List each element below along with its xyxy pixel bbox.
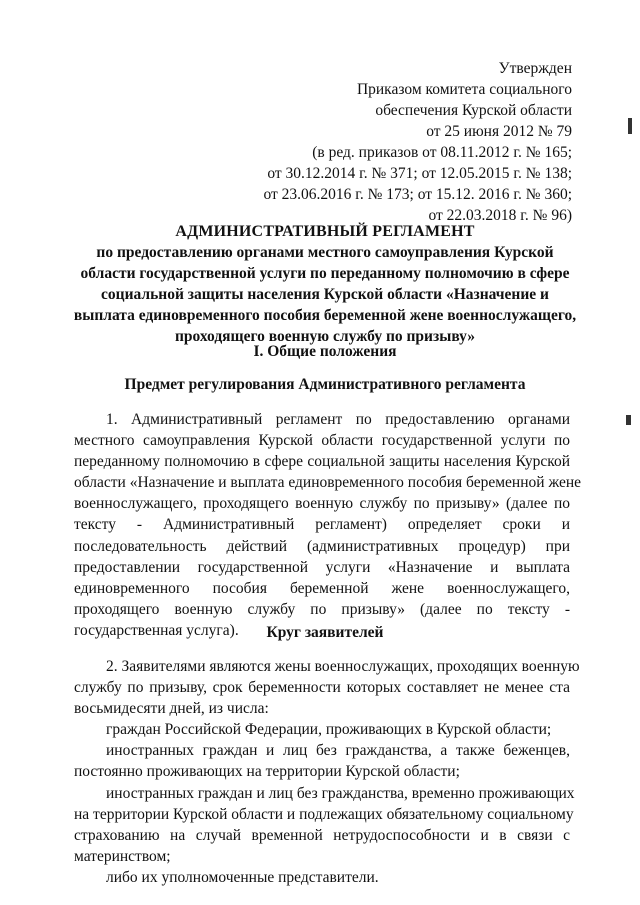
paragraph-line: военнослужащего, проходящего военную службу по призыву» (далее по xyxy=(74,495,570,513)
subject-heading: Предмет регулирования Административного регламента xyxy=(124,376,526,393)
approval-line: от 25 июня 2012 № 79 xyxy=(426,123,572,140)
approval-block xyxy=(263,58,572,226)
approval-line: от 22.03.2018 г. № 96) xyxy=(428,207,572,224)
paragraph-line: единовременного пособия беременной жене военнослужащего, xyxy=(74,579,570,597)
section-heading-general: I. Общие положения xyxy=(253,343,397,360)
list-item-foreign-temporary: иностранных граждан и лиц без гражданства, временно проживающих xyxy=(106,784,575,802)
paragraph-line: последовательность действий (административных процедур) при xyxy=(74,537,570,555)
paragraph-line: 1. Административный регламент по предоставлению органами xyxy=(106,411,570,428)
title-subline: проходящего военную службу по призыву» xyxy=(174,328,476,345)
title-subline: по предоставлению органами местного самоуправления Курской xyxy=(96,244,554,261)
list-item-foreign-permanent: иностранных граждан и лиц без гражданства, а также беженцев, xyxy=(106,742,570,760)
title-subline: выплата единовременного пособия беременной жене военнослужащего, xyxy=(73,307,577,324)
paragraph-line: области «Назначение и выплата единовременного пособия беременной жене xyxy=(74,474,582,492)
approval-line: (в ред. приказов от 08.11.2012 г. № 165; xyxy=(312,144,572,161)
paragraph-line: службу по призыву, срок беременности которых составляет не менее ста xyxy=(74,679,570,697)
paragraph-line: государственная услуга). xyxy=(74,621,239,639)
paragraph-1 xyxy=(74,409,582,641)
paragraph-2 xyxy=(74,656,580,888)
list-item-foreign-temporary-cont: на территории Курской области и подлежащих обязательному социальному xyxy=(74,805,574,823)
approval-line: Утвержден xyxy=(498,60,572,77)
paragraph-line: восьмидесяти дней, из числа: xyxy=(74,700,269,718)
approval-line: от 23.06.2016 г. № 173; от 15.12. 2016 г. № 360; xyxy=(263,186,572,203)
document-title xyxy=(60,221,590,347)
paragraph-line: проходящего военную службу по призыву» (далее по тексту - xyxy=(74,600,570,618)
approval-line: обеспечения Курской области xyxy=(375,102,572,119)
list-item-foreign-permanent-cont: постоянно проживающих на территории Курской области; xyxy=(74,763,460,781)
paragraph-line: тексту - Административный регламент) определяет сроки и xyxy=(74,516,570,534)
title-subline: социальной защиты населения Курской области «Назначение и xyxy=(101,286,549,303)
paragraph-line: предоставлении государственной услуги «Назначение и выплата xyxy=(74,558,570,576)
title-subline: области государственной услуги по переданному полномочию в сфере xyxy=(80,265,570,282)
scan-mark xyxy=(628,118,632,134)
applicants-heading: Круг заявителей xyxy=(266,624,384,641)
list-item-foreign-temporary-cont: страхованию на случай временной нетрудоспособности и в связи с xyxy=(74,826,570,844)
list-item-foreign-temporary-cont: материнством; xyxy=(74,847,171,865)
approval-line: от 30.12.2014 г. № 371; от 12.05.2015 г. № 138; xyxy=(267,165,572,182)
approval-line: Приказом комитета социального xyxy=(356,81,572,98)
scan-mark xyxy=(626,415,631,425)
paragraph-line: 2. Заявителями являются жены военнослужащих, проходящих военную xyxy=(106,658,580,675)
list-item-representatives: либо их уполномоченные представители. xyxy=(106,868,379,886)
paragraph-line: переданному полномочию в сфере социальной защиты населения Курской xyxy=(74,453,570,471)
title-main: АДМИНИСТРАТИВНЫЙ РЕГЛАМЕНТ xyxy=(175,223,475,240)
paragraph-line: местного самоуправления Курской области государственной услуги по xyxy=(74,432,570,450)
list-item-citizens: граждан Российской Федерации, проживающих в Курской области; xyxy=(106,721,552,739)
